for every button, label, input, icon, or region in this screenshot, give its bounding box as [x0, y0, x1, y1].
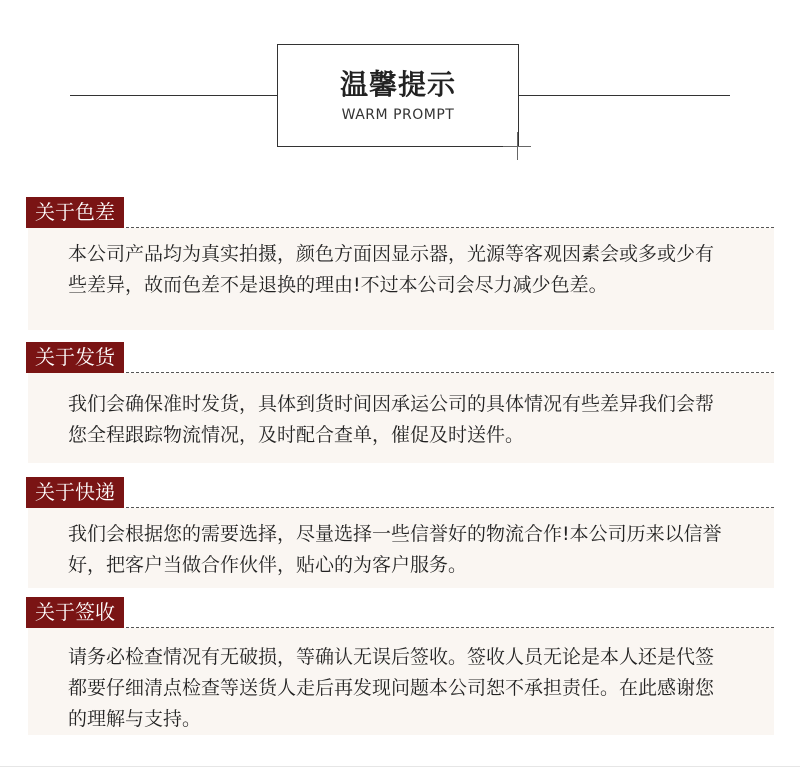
section-text: 本公司产品均为真实拍摄，颜色方面因显示器，光源等客观因素会或多或少有些差异，故而色差不是退换的理由!不过本公司会尽力减少色差。 — [68, 243, 715, 296]
section-text: 请务必检查情况有无破损，等确认无误后签收。签收人员无论是本人还是代签都要仔细清点检查等送货人走后再发现问题本公司恕不承担责任。在此感谢您的理解与支持。 — [68, 646, 715, 730]
header-title-box — [277, 44, 519, 147]
page-subtitle: WARM PROMPT — [341, 107, 455, 123]
dashed-divider — [26, 227, 774, 228]
section-label: 关于签收 — [26, 597, 124, 628]
header-divider-left — [70, 95, 278, 96]
section-label: 关于发货 — [26, 342, 124, 373]
dashed-divider — [26, 627, 774, 628]
section-color-difference — [0, 197, 800, 337]
section-text: 我们会确保准时发货，具体到货时间因承运公司的具体情况有些差异我们会帮您全程跟踪物流情况，及时配合查单，催促及时送件。 — [68, 393, 715, 446]
section-shipping — [0, 342, 800, 462]
bottom-divider — [0, 766, 800, 767]
section-express — [0, 477, 800, 587]
dashed-divider — [26, 372, 774, 373]
section-label: 关于色差 — [26, 197, 124, 228]
header-divider-right — [519, 95, 730, 96]
section-receipt — [0, 597, 800, 742]
crosshair-decoration-icon — [503, 132, 531, 160]
section-text: 我们会根据您的需要选择，尽量选择一些信誉好的物流合作!本公司历来以信誉好，把客户当做合作伙伴，贴心的为客户服务。 — [68, 523, 722, 576]
dashed-divider — [26, 507, 774, 508]
section-label: 关于快递 — [26, 477, 124, 508]
page-title: 温馨提示 — [339, 68, 456, 101]
